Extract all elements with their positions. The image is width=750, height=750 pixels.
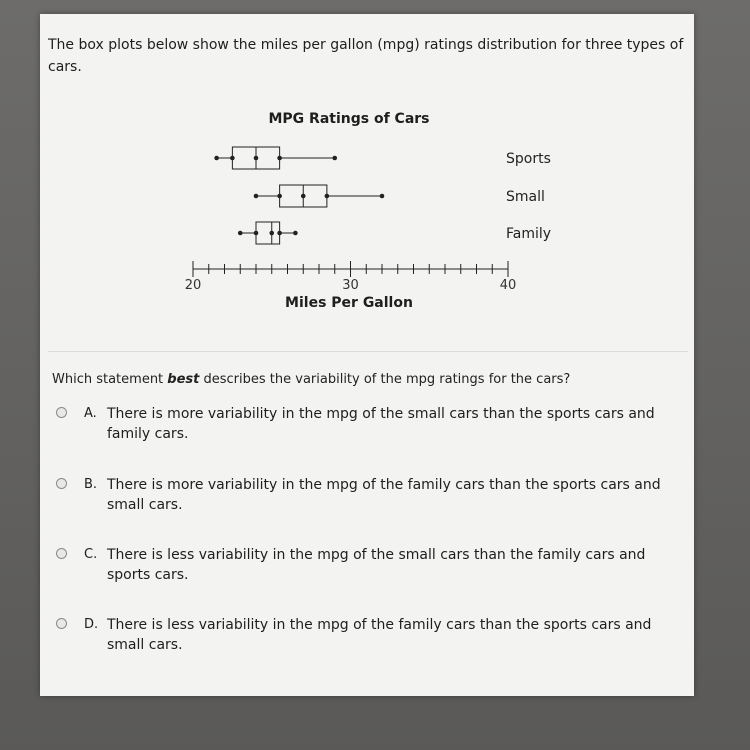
question-emphasis: best [167,372,200,387]
radio-b[interactable] [56,478,67,489]
family-box-plot [238,222,551,244]
box-plots [214,147,551,244]
option-b-text: There is more variability in the mpg of the family cars than the sports cars and small cars. [107,477,661,513]
sports-box-plot [214,147,551,169]
question-prefix: Which statement [52,372,168,387]
option-d-text: There is less variability in the mpg of the family cars than the sports cars and small cars. [107,617,652,653]
option-b-letter: B. [84,477,98,492]
sports-min-point [214,156,219,161]
option-c-letter: C. [84,547,98,562]
family-box [256,222,280,244]
sports-label: Sports [506,151,551,167]
family-q3-point [277,231,282,236]
family-min-point [238,231,243,236]
chart-title: MPG Ratings of Cars [268,111,430,127]
radio-c[interactable] [56,548,67,559]
sports-q1-point [230,156,235,161]
tick-label-30: 30 [342,278,359,293]
question-card [40,14,694,696]
option-c-text: There is less variability in the mpg of the small cars than the family cars and sports cars. [107,547,646,583]
question-suffix: describes the variability of the mpg ratings for the cars? [199,372,571,387]
sports-max-point [332,156,337,161]
family-label: Family [506,226,552,242]
small-median-point [301,194,306,199]
family-max-point [293,231,298,236]
number-line [185,261,517,293]
divider [48,351,688,352]
box-plot-chart [40,14,694,334]
sports-q3-point [277,156,282,161]
tick-label-20: 20 [184,278,202,293]
sports-median-point [254,156,259,161]
radio-d[interactable] [56,618,67,629]
question-text [52,372,570,387]
option-a-letter: A. [84,406,97,421]
option-a-text: There is more variability in the mpg of the small cars than the sports cars and family cars. [107,406,655,442]
intro-text: The box plots below show the miles per gallon (mpg) ratings distribution for three types of cars. [48,37,684,75]
tick-label-40: 40 [499,278,517,293]
small-q3-point [325,194,330,199]
x-axis-label: Miles Per Gallon [285,295,413,311]
family-median-point [269,231,274,236]
option-d-letter: D. [84,617,99,632]
small-label: Small [506,189,545,205]
small-max-point [380,194,385,199]
small-q1-point [277,194,282,199]
radio-a[interactable] [56,407,67,418]
small-box-plot [254,185,545,207]
family-q1-point [254,231,259,236]
small-min-point [254,194,259,199]
